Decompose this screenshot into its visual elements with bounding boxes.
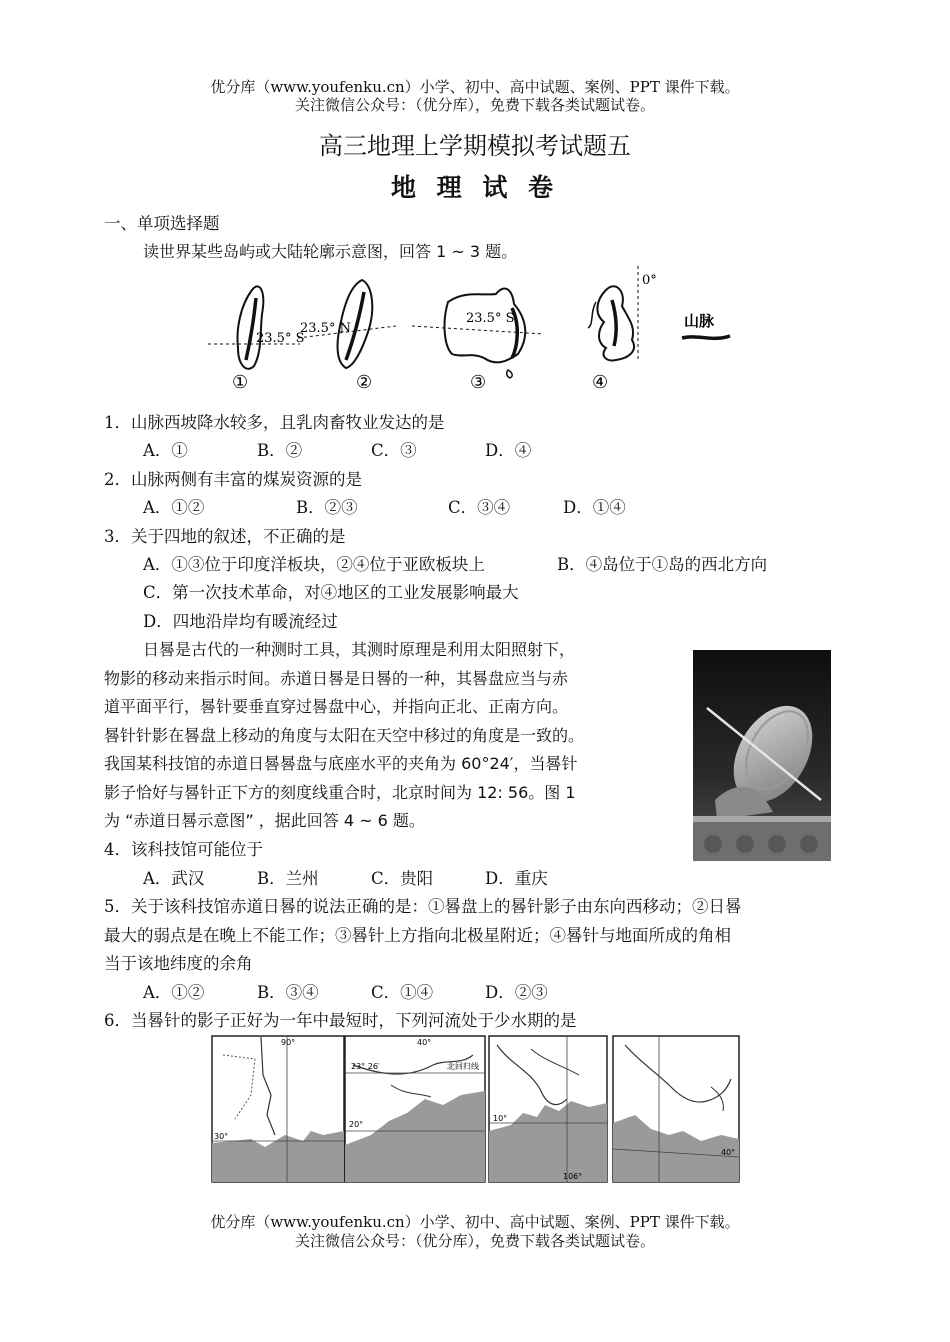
q3-option-a: A．①③位于印度洋板块，②④位于亚欧板块上 xyxy=(143,555,485,574)
passage-line-1: 日晷是古代的一种测时工具，其测时原理是利用太阳照射下， xyxy=(143,640,576,659)
q1-option-d: D．④ xyxy=(485,441,532,460)
q3-option-b: B．④岛位于①岛的西北方向 xyxy=(557,555,768,574)
q2-option-d: D．①④ xyxy=(563,498,626,517)
river-maps-figure xyxy=(211,1035,741,1183)
passage-line-7: 为 “赤道日晷示意图” ，据此回答 4 ~ 6 题。 xyxy=(104,811,425,830)
q5-line-1: 5．关于该科技馆赤道日晷的说法正确的是：①晷盘上的晷针影子由东向西移动；②日晷 xyxy=(104,897,742,916)
q2-option-b: B．②③ xyxy=(296,498,358,517)
header-line-1: 优分库（www.youfenku.cn）小学、初中、高中试题、案例、PPT 课件下载。 xyxy=(210,78,740,96)
q2-stem: 2．山脉两侧有丰富的煤炭资源的是 xyxy=(104,470,362,489)
footer-line-1: 优分库（www.youfenku.cn）小学、初中、高中试题、案例、PPT 课件下载。 xyxy=(210,1213,740,1231)
q1-option-c: C．③ xyxy=(371,441,417,460)
legend-label: 山脉 xyxy=(684,312,715,330)
figure-number-3: ③ xyxy=(470,372,487,393)
q2-option-a: A．①② xyxy=(143,498,205,517)
q5-line-2: 最大的弱点是在晚上不能工作；③晷针上方指向北极星附近；④晷针与地面所成的角相 xyxy=(104,926,731,945)
figure-number-1: ① xyxy=(232,372,249,393)
q5-option-b: B．③④ xyxy=(257,983,319,1002)
q4-option-d: D．重庆 xyxy=(485,869,548,888)
q6-stem: 6．当晷针的影子正好为一年中最短时，下列河流处于少水期的是 xyxy=(104,1011,577,1030)
q4-option-b: B．兰州 xyxy=(257,869,319,888)
q1-option-a: A．① xyxy=(143,441,188,460)
map-label-10: 10° xyxy=(493,1114,508,1123)
passage-line-3: 道平面平行，晷针要垂直穿过晷盘中心，并指向正北、正南方向。 xyxy=(104,697,569,716)
q5-option-d: D．②③ xyxy=(485,983,548,1002)
section-heading: 一、单项选择题 xyxy=(104,214,220,233)
q5-option-a: A．①② xyxy=(143,983,205,1002)
page-subtitle: 地 理 试 卷 xyxy=(390,173,560,202)
page-title: 高三地理上学期模拟考试题五 xyxy=(319,132,631,160)
map-label-tropic: 北回归线 xyxy=(447,1062,479,1071)
map-2 xyxy=(345,1036,485,1182)
q5-line-3: 当于该地纬度的余角 xyxy=(104,954,253,973)
header-line-2: 关注微信公众号：（优分库），免费下载各类试题试卷。 xyxy=(294,96,655,114)
q3-stem: 3．关于四地的叙述，不正确的是 xyxy=(104,527,346,546)
q4-option-c: C．贵阳 xyxy=(371,869,434,888)
q1-option-b: B．② xyxy=(257,441,303,460)
passage-line-5: 我国某科技馆的赤道日晷晷盘与底座水平的夹角为 60°24′，当晷针 xyxy=(104,754,578,773)
lat-label-4: 0° xyxy=(642,273,657,288)
q1-stem: 1．山脉西坡降水较多，且乳肉畜牧业发达的是 xyxy=(104,413,445,432)
q3-option-c: C．第一次技术革命，对④地区的工业发展影响最大 xyxy=(143,583,519,602)
figure-number-4: ④ xyxy=(592,372,609,393)
passage-line-6: 影子恰好与晷针正下方的刻度线重合时，北京时间为 12: 56。图 1 xyxy=(104,783,576,802)
island-outline-figure xyxy=(200,262,760,402)
map-label-40-b: 40° xyxy=(721,1148,736,1157)
map-label-20: 20° xyxy=(349,1120,364,1129)
map-label-106: 106° xyxy=(563,1172,583,1181)
q3-option-d: D．四地沿岸均有暖流经过 xyxy=(143,612,338,631)
map-4 xyxy=(613,1036,739,1182)
map-1 xyxy=(212,1036,344,1182)
q2-option-c: C．③④ xyxy=(448,498,511,517)
lat-label-3: 23.5° S xyxy=(466,311,515,326)
footer-line-2: 关注微信公众号：（优分库），免费下载各类试题试卷。 xyxy=(294,1232,655,1250)
q5-option-c: C．①④ xyxy=(371,983,434,1002)
q4-option-a: A．武汉 xyxy=(143,869,205,888)
map-3 xyxy=(489,1036,607,1182)
sundial-photo xyxy=(693,650,831,861)
passage-line-2: 物影的移动来指示时间。赤道日晷是日晷的一种，其晷盘应当与赤 xyxy=(104,669,569,688)
intro-text-1: 读世界某些岛屿或大陆轮廓示意图，回答 1 ~ 3 题。 xyxy=(143,242,518,261)
map-label-30: 30° xyxy=(214,1132,229,1141)
map-label-2326: 23° 26′ xyxy=(351,1062,380,1071)
map-label-90: 90° xyxy=(281,1038,296,1047)
q4-stem: 4．该科技馆可能位于 xyxy=(104,840,263,859)
passage-line-4: 晷针针影在晷盘上移动的角度与太阳在天空中移过的角度是一致的。 xyxy=(104,726,585,745)
lat-label-2: 23.5° N xyxy=(300,321,351,336)
lat-label-1: 23.5° S xyxy=(256,331,305,346)
figure-number-2: ② xyxy=(356,372,373,393)
map-label-40: 40° xyxy=(417,1038,432,1047)
